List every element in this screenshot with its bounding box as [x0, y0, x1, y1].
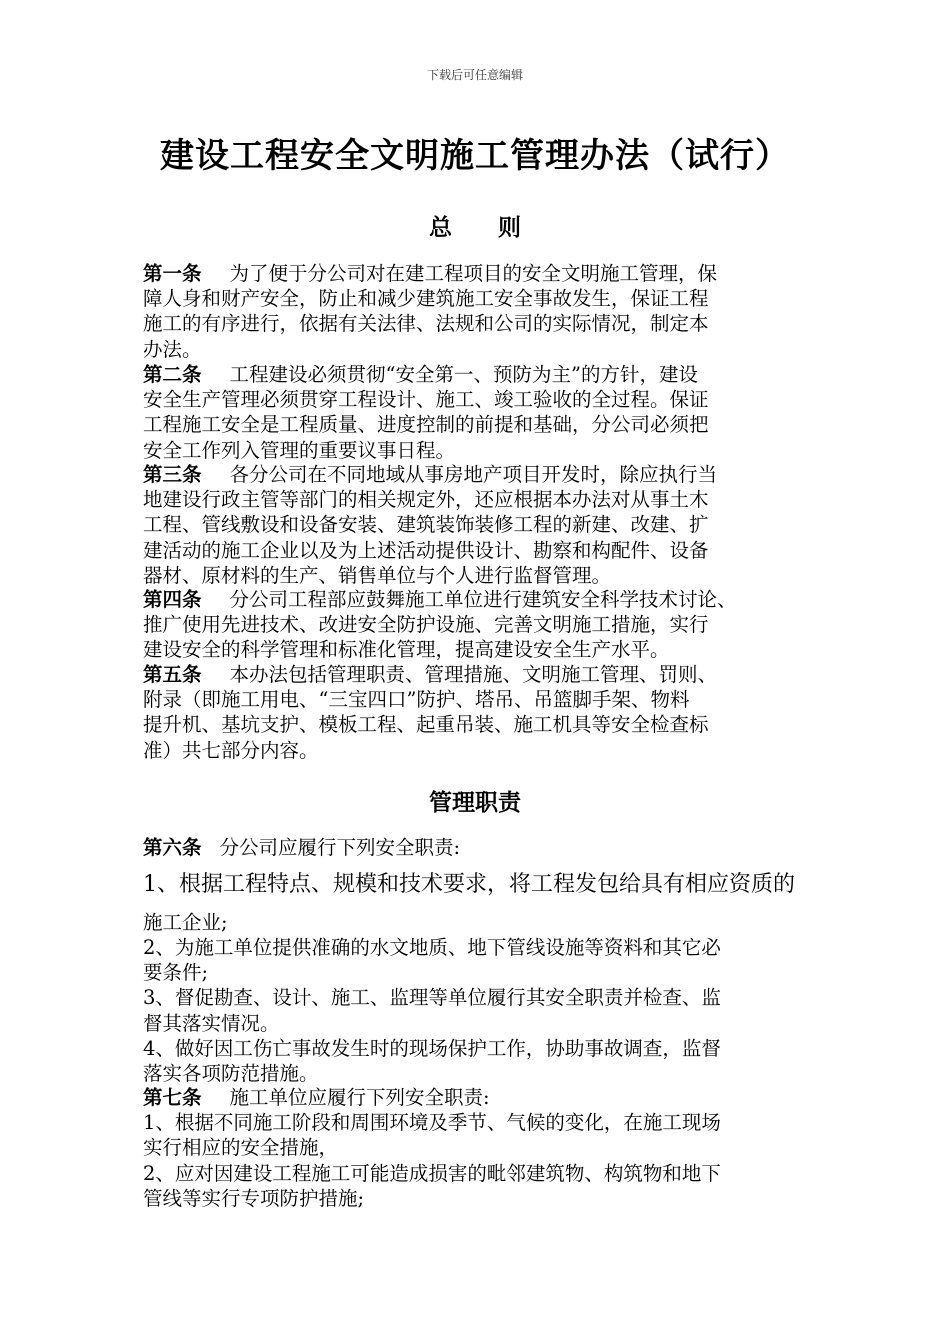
article-7-item-2-line-1: 2、应对因建设工程施工可能造成损害的毗邻建筑物、构筑物和地下	[143, 1161, 721, 1185]
article-6-item-4-line-2: 落实各项防范措施。	[143, 1062, 319, 1086]
article-2-line-1: 第二条 工程建设必须贯彻“安全第一、预防为主”的方针，建设	[143, 363, 698, 386]
article-6-intro-line: 第六条 分公司应履行下列安全职责:	[143, 836, 461, 859]
article-4	[143, 587, 833, 663]
article-3-line-3: 工程、管线敷设和设备安装、建筑装饰装修工程的新建、改建、扩	[143, 513, 709, 537]
section-heading-duties: 管理职责	[429, 790, 521, 816]
article-5-line-1: 第五条 本办法包括管理职责、管理措施、文明施工管理、罚则、	[143, 663, 718, 686]
article-3-label: 第三条	[143, 463, 202, 486]
article-3-line-2: 地建设行政主管等部门的相关规定外，还应根据本办法对从事土木	[143, 488, 709, 512]
article-3-line-1: 第三条 各分公司在不同地域从事房地产项目开发时，除应执行当	[143, 463, 718, 486]
article-6-item-3-line-1: 3、督促勘查、设计、施工、监理等单位履行其安全职责并检查、监	[143, 986, 721, 1010]
article-7	[143, 1085, 833, 1211]
article-2-label: 第二条	[143, 363, 202, 386]
article-6-item-1-line-2: 施工企业;	[143, 911, 228, 934]
article-1-line-3: 施工的有序进行，依据有关法律、法规和公司的实际情况，制定本	[143, 312, 709, 336]
article-6	[143, 835, 833, 860]
article-6-item-3-line-2: 督其落实情况。	[143, 1011, 280, 1035]
article-2-line-2: 安全生产管理必须贯穿工程设计、施工、竣工验收的全过程。保证	[143, 388, 709, 412]
article-5	[143, 662, 833, 763]
article-1-line-4: 办法。	[143, 337, 202, 361]
article-1-line-2: 障人身和财产安全，防止和减少建筑施工安全事故发生，保证工程	[143, 287, 709, 311]
article-7-intro-line: 第七条 施工单位应履行下列安全职责:	[143, 1086, 490, 1109]
article-5-line-3: 提升机、基坑支护、模板工程、起重吊装、施工机具等安全检查标	[143, 713, 709, 737]
header-note: 下载后可任意编辑	[426, 68, 523, 82]
article-6-item-4-line-1: 4、做好因工伤亡事故发生时的现场保护工作，协助事故调查，监督	[143, 1036, 721, 1060]
article-7-item-1-line-2: 实行相应的安全措施，	[143, 1136, 339, 1160]
document-title: 建设工程安全文明施工管理办法（试行）	[160, 136, 790, 176]
article-3-line-5: 器材、原材料的生产、销售单位与个人进行监督管理。	[143, 563, 612, 587]
article-4-line-2: 推广使用先进技术、改进安全防护设施、完善文明施工措施，实行	[143, 613, 709, 637]
section-heading-general: 总 则	[429, 215, 521, 241]
article-5-line-4: 准）共七部分内容。	[143, 738, 319, 762]
article-4-label: 第四条	[143, 588, 202, 611]
article-7-label: 第七条	[143, 1086, 202, 1109]
article-2-line-4: 安全工作列入管理的重要议事日程。	[143, 438, 456, 462]
article-2	[143, 362, 833, 463]
article-6-item-1	[143, 872, 833, 897]
article-5-label: 第五条	[143, 663, 202, 686]
article-5-line-2: 附录（即施工用电、“三宝四口”防护、塔吊、吊篮脚手架、物料	[143, 688, 690, 712]
article-1-label: 第一条	[143, 262, 202, 285]
article-6-label: 第六条	[143, 836, 202, 859]
article-6-item-1-cont	[143, 910, 833, 935]
article-1	[143, 261, 833, 362]
article-6-item-1-line-1: 1、根据工程特点、规模和技术要求，将工程发包给具有相应资质的	[143, 872, 795, 897]
article-4-line-3: 建设安全的科学管理和标准化管理，提高建设安全生产水平。	[143, 638, 670, 662]
article-7-item-1-line-1: 1、根据不同施工阶段和周围环境及季节、气候的变化，在施工现场	[143, 1111, 721, 1135]
article-1-line-1: 第一条 为了便于分公司对在建工程项目的安全文明施工管理，保	[143, 262, 718, 285]
article-7-item-2-line-2: 管线等实行专项防护措施;	[143, 1186, 365, 1210]
article-6-items	[143, 935, 833, 1086]
article-3	[143, 462, 833, 588]
article-6-item-2-line-1: 2、为施工单位提供准确的水文地质、地下管线设施等资料和其它必	[143, 936, 721, 959]
article-2-line-3: 工程施工安全是工程质量、进度控制的前提和基础，分公司必须把	[143, 413, 709, 437]
article-4-line-1: 第四条 分公司工程部应鼓舞施工单位进行建筑安全科学技术讨论、	[143, 588, 737, 611]
article-3-line-4: 建活动的施工企业以及为上述活动提供设计、勘察和构配件、设备	[143, 538, 709, 562]
article-6-item-2-line-2: 要条件;	[143, 961, 209, 985]
